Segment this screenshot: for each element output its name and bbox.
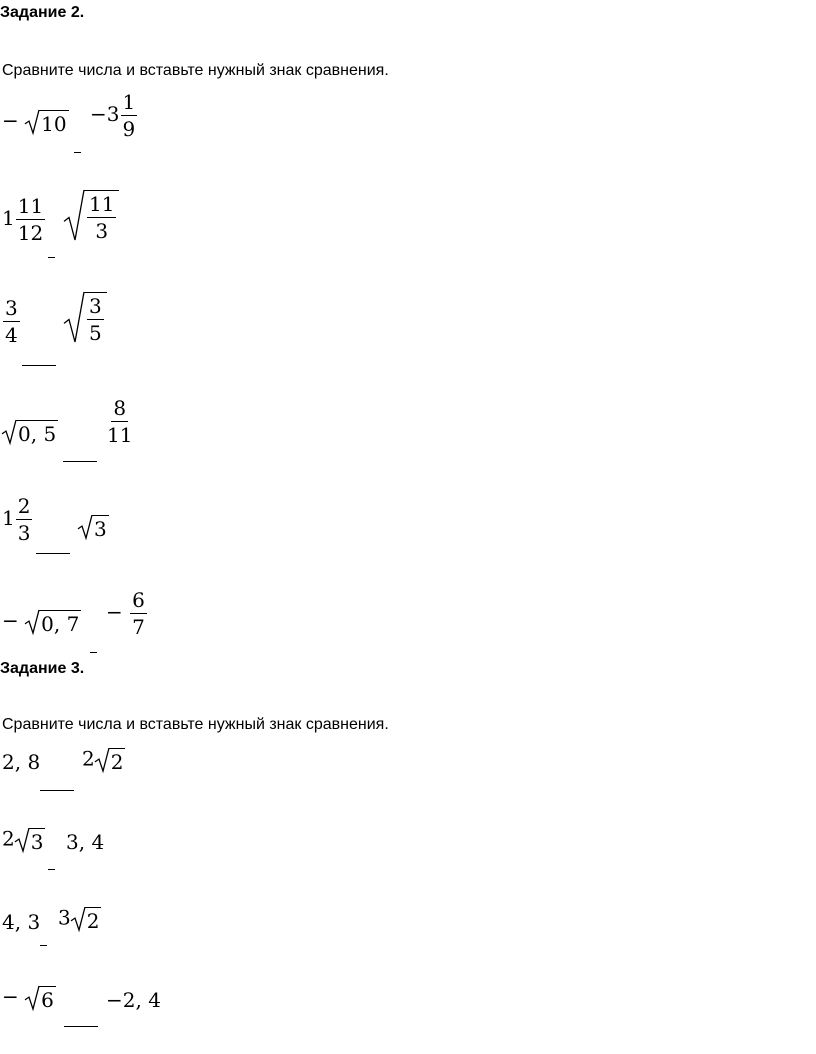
fraction: $\frac{3}{4}$ [5, 296, 18, 347]
expr-2-8: 2, 8 [2, 750, 41, 774]
expr-4-3: 4, 3 [2, 910, 41, 934]
sqrt-sign: 6 [25, 986, 56, 1010]
expr-3-4: 3, 4 [66, 830, 105, 854]
comparison-blank[interactable] [64, 1026, 98, 1027]
task2-title: Задание 2. [0, 4, 85, 21]
expr-3-sqrt-2: 3 2 [58, 905, 100, 933]
expr-3-4 [2, 298, 21, 345]
comparison-blank[interactable] [40, 790, 74, 791]
fraction: $\frac{3}{5}$ [89, 294, 102, 345]
expr-2-sqrt-3: 2 3 [2, 826, 44, 854]
expr-1-11-12: 1 $\frac{11}{12}$ [2, 194, 44, 245]
fraction: $\frac{8}{11}$ [107, 396, 133, 447]
comparison-blank[interactable] [63, 461, 97, 462]
expr-sqrt-3 [78, 515, 109, 539]
sqrt-sign: 0, 7 [25, 610, 81, 634]
expr-minus-sqrt10: − 10 [2, 108, 67, 136]
sqrt-sign: 10 [25, 110, 68, 134]
expr-sqrt-0-5 [2, 420, 58, 444]
sqrt-sign [64, 190, 119, 241]
expr-2-sqrt-2: 2 2 [82, 746, 124, 774]
comparison-blank[interactable] [74, 152, 81, 153]
comparison-blank[interactable] [22, 365, 56, 366]
fraction: $\frac{2}{3}$ [17, 494, 31, 545]
sqrt-sign: 2 [95, 748, 126, 772]
task3-title: Задание 3. [0, 660, 85, 677]
fraction: $\frac{6}{7}$ [132, 588, 145, 639]
fraction: $\frac{1}{9}$ [122, 90, 136, 141]
expr-minus-6-7: − $\frac{6}{7}$ [106, 588, 145, 639]
expr-sqrt-3-5 [64, 292, 107, 343]
expr-minus-sqrt-6: − 6 [2, 984, 54, 1012]
fraction: $\frac{11}{3}$ [89, 192, 115, 243]
sqrt-sign: 0, 5 [2, 420, 58, 444]
task3-instruction: Сравните числа и вставьте нужный знак сравнения. [2, 716, 389, 733]
sqrt-sign: 3 [15, 828, 46, 852]
expr-sqrt-11-3 [64, 190, 119, 241]
fraction: $\frac{11}{12}$ [17, 194, 44, 245]
expr-minus-sqrt-0-7: − 0, 7 [2, 608, 80, 636]
expr-minus-2-4: −2, 4 [106, 988, 161, 1012]
sqrt-sign: 2 [71, 907, 102, 931]
comparison-blank[interactable] [90, 652, 97, 653]
expr-minus-3-1-9: −3 $\frac{1}{9}$ [90, 90, 136, 141]
expr-8-11 [104, 398, 135, 445]
comparison-blank[interactable] [48, 257, 55, 258]
comparison-blank[interactable] [40, 945, 47, 946]
task2-instruction: Сравните числа и вставьте нужный знак сравнения. [2, 62, 389, 79]
comparison-blank[interactable] [48, 869, 55, 870]
sqrt-sign: 3 [78, 515, 109, 539]
expr-1-2-3: 1 $\frac{2}{3}$ [2, 494, 31, 545]
sqrt-sign [64, 292, 107, 343]
comparison-blank[interactable] [36, 553, 70, 554]
